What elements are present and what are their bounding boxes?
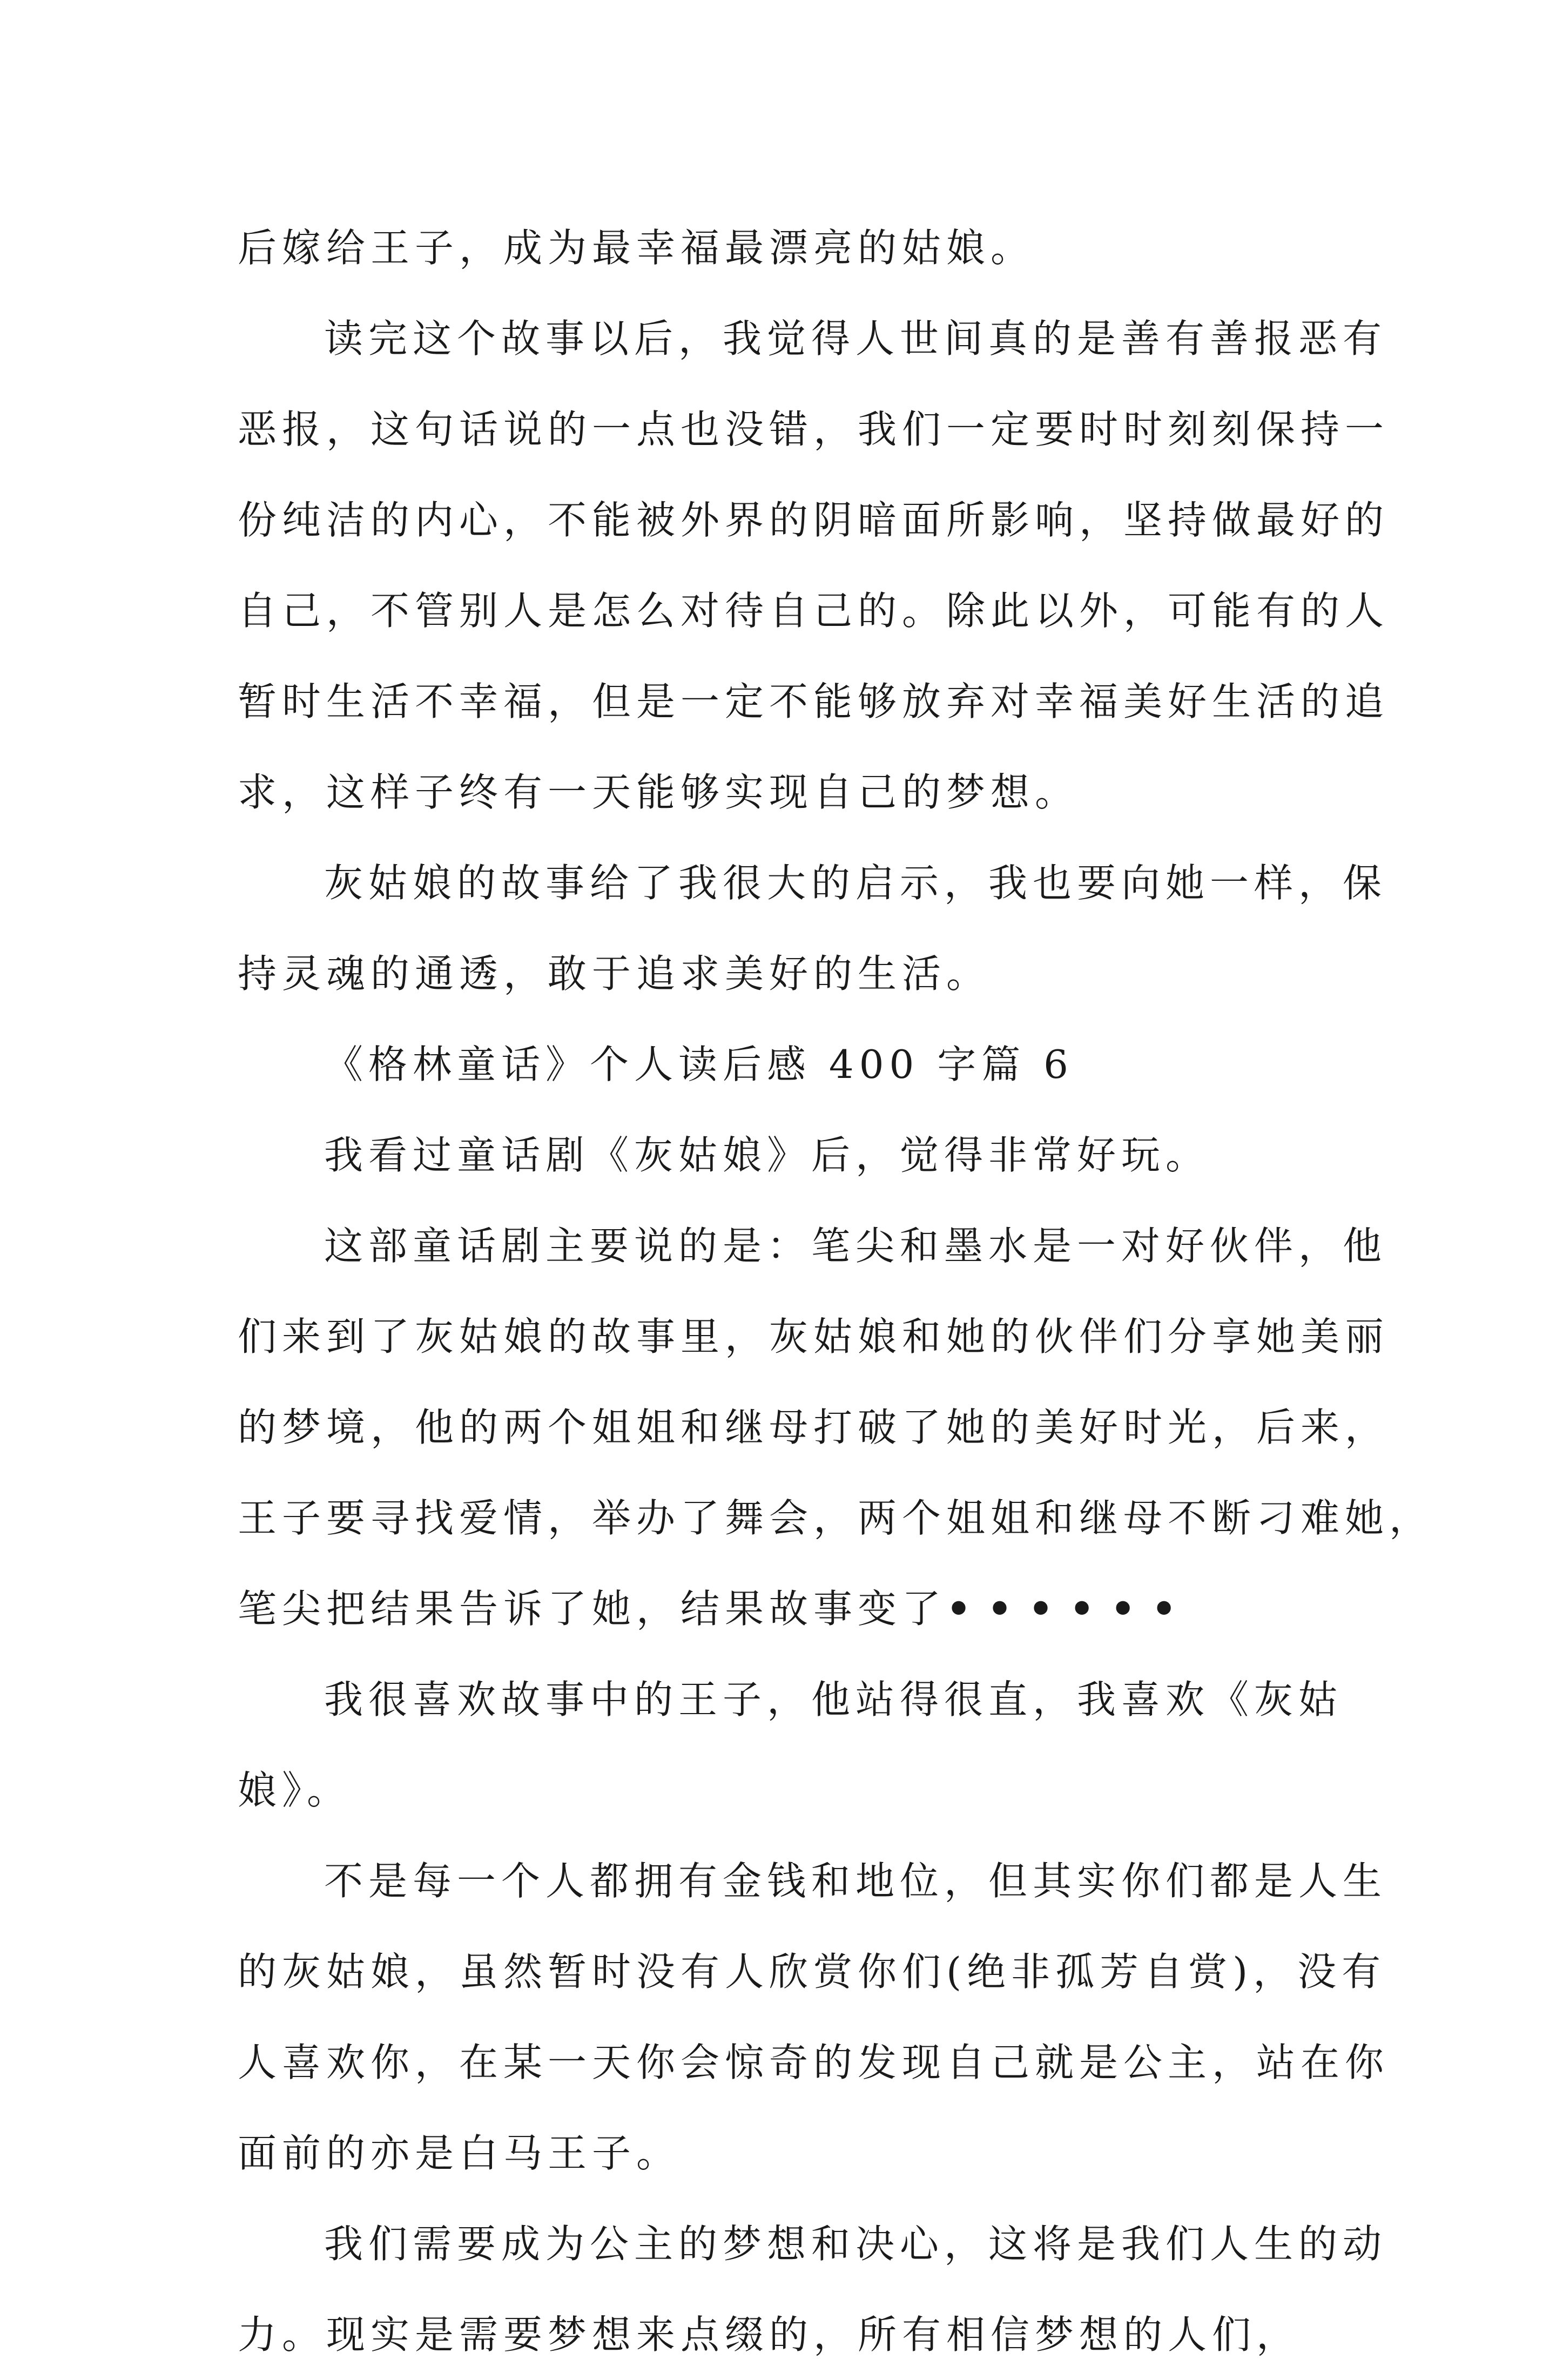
text-line: 们来到了灰姑娘的故事里，灰姑娘和她的伙伴们分享她美丽 <box>238 1314 1390 1359</box>
text-line: 娘》。 <box>238 1768 352 1813</box>
text-line: 暂时生活不幸福，但是一定不能够放弃对幸福美好生活的追 <box>238 679 1390 724</box>
text-line: 的梦境，他的两个姐姐和继母打破了她的美好时光，后来， <box>238 1405 1390 1450</box>
text-line: 恶报，这句话说的一点也没错，我们一定要时时刻刻保持一 <box>238 407 1390 452</box>
text-line-content: 笔尖把结果告诉了她，结果故事变了 <box>238 1586 947 1631</box>
text-line: 持灵魂的通透，敢于追求美好的生活。 <box>238 951 991 996</box>
text-line: 人喜欢你，在某一天你会惊奇的发现自己就是公主，站在你 <box>238 2040 1390 2085</box>
text-line: 求，这样子终有一天能够实现自己的梦想。 <box>238 770 1080 815</box>
text-line: 自己，不管别人是怎么对待自己的。除此以外，可能有的人 <box>238 588 1390 633</box>
text-line: 面前的亦是白马王子。 <box>238 2130 681 2176</box>
paragraph-start-line: 读完这个故事以后，我觉得人世间真的是善有善报恶有 <box>324 316 1387 361</box>
text-line: 份纯洁的内心，不能被外界的阴暗面所影响，坚持做最好的 <box>238 497 1390 543</box>
section-heading: 《格林童话》个人读后感 400 字篇 6 <box>324 1042 1074 1087</box>
ellipsis-dots: •••••• <box>946 1586 1193 1631</box>
paragraph-start-line: 灰姑娘的故事给了我很大的启示，我也要向她一样，保 <box>324 860 1387 906</box>
paragraph-start-line: 我很喜欢故事中的王子，他站得很直，我喜欢《灰姑 <box>324 1677 1343 1722</box>
paragraph-start-line: 我们需要成为公主的梦想和决心，这将是我们人生的动 <box>324 2221 1387 2267</box>
text-line <box>238 1563 1339 1654</box>
document-body <box>238 203 1434 2380</box>
paragraph-start-line: 我看过童话剧《灰姑娘》后，觉得非常好玩。 <box>324 1132 1210 1178</box>
paragraph-start-line: 这部童话剧主要说的是：笔尖和墨水是一对好伙伴，他 <box>324 1223 1387 1269</box>
text-line: 力。现实是需要梦想来点缀的，所有相信梦想的人们， <box>238 2312 1301 2357</box>
text-line: 王子要寻找爱情，举办了舞会，两个姐姐和继母不断刁难她， <box>238 1495 1434 1541</box>
text-line: 后嫁给王子，成为最幸福最漂亮的姑娘。 <box>238 225 1035 271</box>
paragraph-start-line: 不是每一个人都拥有金钱和地位，但其实你们都是人生 <box>324 1858 1387 1904</box>
text-line: 的灰姑娘，虽然暂时没有人欣赏你们(绝非孤芳自赏)，没有 <box>238 1949 1386 1994</box>
